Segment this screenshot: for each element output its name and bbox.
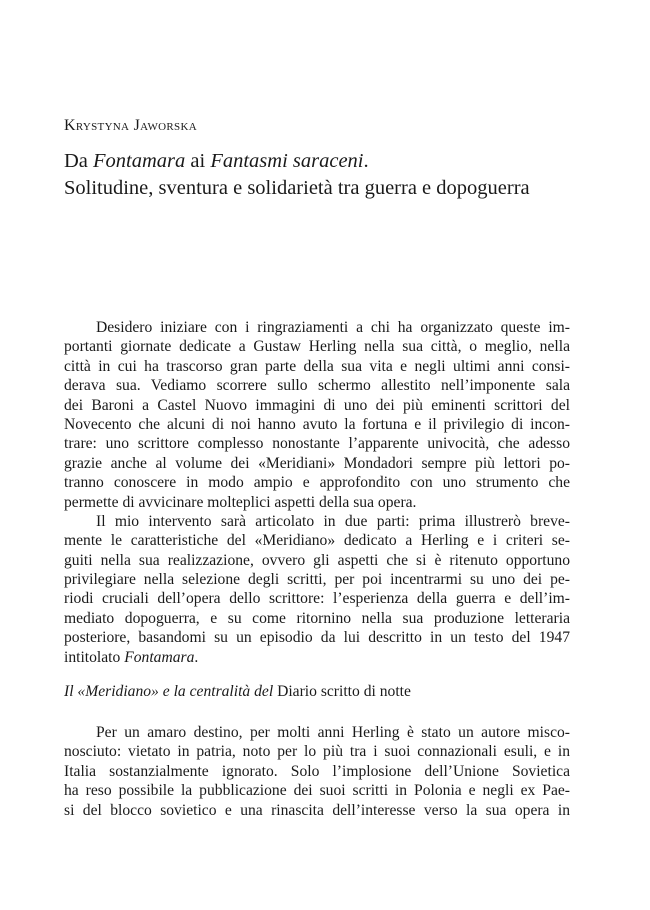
text-line: riodi cruciali dell’opera dello scrittore: l’esperienza della guerra e dell’im- bbox=[64, 590, 570, 608]
text-line: grazie anche al volume dei «Meridiani» Mondadori sempre più lettori po- bbox=[64, 454, 570, 472]
article-title bbox=[64, 148, 604, 202]
text-line: mediato dopoguerra, e su come ritornino nella sua produzione letteraria bbox=[64, 609, 570, 627]
text-line: ha reso possibile la pubblicazione dei suoi scritti in Polonia e negli ex Pae- bbox=[64, 782, 570, 800]
text-line: città in cui ha trascorso gran parte della sua vita e negli ultimi anni consi- bbox=[64, 357, 570, 375]
title-italic-fontamara: Fontamara bbox=[93, 150, 186, 172]
text-line: privilegiare nella selezione degli scritti, per poi incentrarmi su uno dei pe- bbox=[64, 571, 570, 589]
text-line: portanti giornate dedicate a Gustaw Herling nella sua città, o meglio, nella bbox=[64, 338, 570, 356]
text-line: Desidero iniziare con i ringraziamenti a chi ha organizzato queste im- bbox=[96, 319, 570, 336]
title-italic-fantasmi: Fantasmi saraceni bbox=[210, 150, 364, 172]
text-line: Il mio intervento sarà articolato in due parti: prima illustrerò breve- bbox=[96, 512, 570, 530]
body-paragraph-3 bbox=[64, 723, 570, 820]
text-line: mente le caratteristiche del «Meridiano» dedicato a Herling e i criteri se- bbox=[64, 532, 570, 550]
title-line-2: Solitudine, sventura e solidarietà tra guerra e dopoguerra bbox=[64, 177, 530, 199]
italic-fontamara: Fontamara bbox=[124, 648, 195, 666]
text-line: guiti nella sua realizzazione, ovvero gli aspetti che si è ritenuto opportuno bbox=[64, 551, 570, 569]
text-line: Novecento che alcuni di noi hanno avuto la fortuna e il privilegio di incon- bbox=[64, 415, 570, 433]
text-line: posteriore, basandomi su un episodio da lui descritto in un testo del 1947 bbox=[64, 629, 570, 647]
author-name: Krystyna Jaworska bbox=[64, 117, 197, 134]
text-line: Per un amaro destino, per molti anni Herling è stato un autore misco- bbox=[96, 724, 570, 741]
text-line: intitolato Fontamara. bbox=[64, 648, 199, 666]
text-line: permette di avvicinare molteplici aspetti della sua opera. bbox=[64, 493, 417, 511]
body-paragraphs-1-2 bbox=[64, 318, 570, 667]
text-line: Italia sostanzialmente ignorato. Solo l’implosione dell’Unione Sovietica bbox=[64, 762, 570, 780]
text-line: nosciuto: vietato in patria, noto per lo più tra i suoi connazionali esuli, e in bbox=[64, 743, 570, 761]
text-line: trare: uno scrittore complesso nonostante l’apparente univocità, che adesso bbox=[64, 435, 570, 453]
text-line: si del blocco sovietico e una rinascita dell’interesse verso la sua opera in bbox=[64, 801, 570, 819]
text-line: dei Baroni a Castel Nuovo immagini di uno dei più eminenti scrittori del bbox=[64, 396, 570, 414]
text-line: derava sua. Vediamo scorrere sullo schermo allestito nell’imponente sala bbox=[64, 377, 570, 395]
section-heading: Il «Meridiano» e la centralità del Diario scritto di notte bbox=[64, 683, 411, 700]
text-line: tranno conoscere in modo ampio e approfondito con uno strumento che bbox=[64, 474, 570, 492]
title-line-1: Da Fontamara ai Fantasmi saraceni. bbox=[64, 150, 369, 172]
